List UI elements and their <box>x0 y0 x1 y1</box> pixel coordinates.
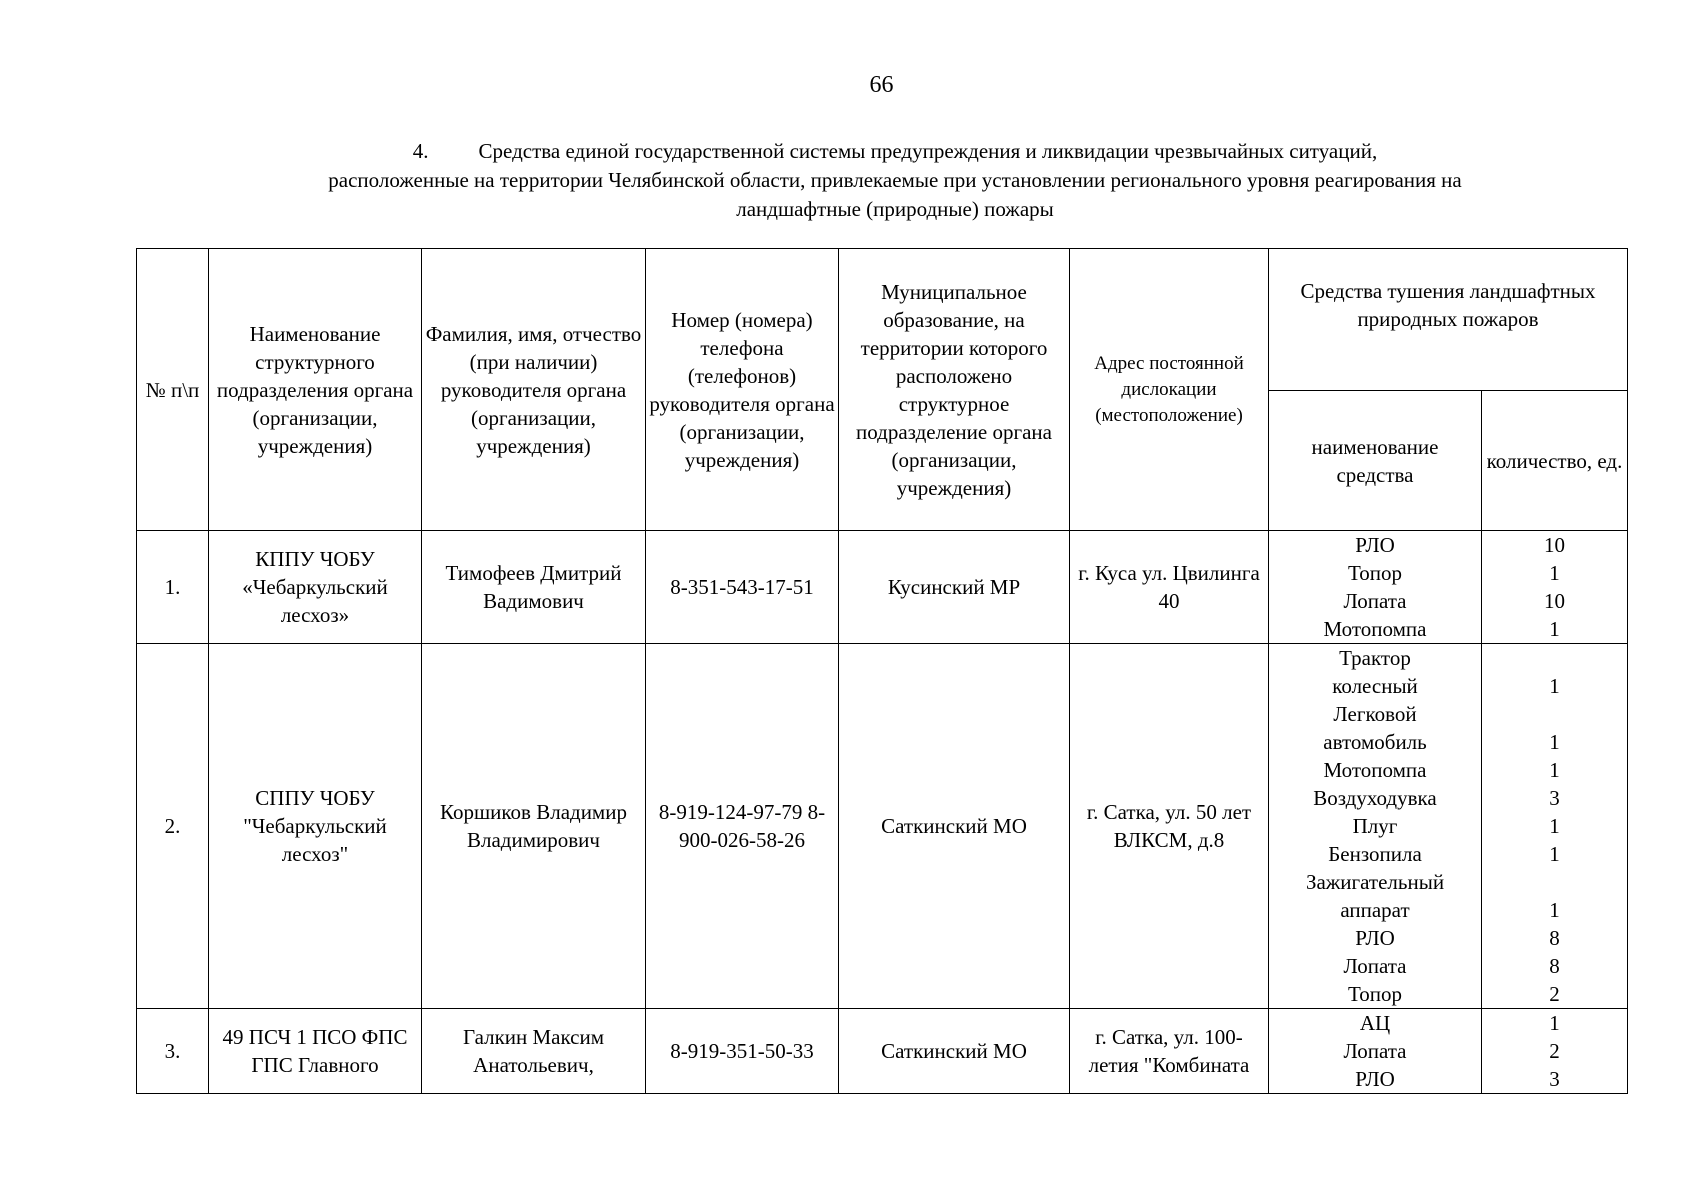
means-name: Трактор <box>1339 646 1411 670</box>
header-municipality: Муниципальное образование, на территории которого расположено структурное подразделение органа (организации, учреждения) <box>839 249 1070 531</box>
row-address: г. Сатка, ул. 100-летия "Комбината <box>1070 1009 1269 1094</box>
row-num: 1. <box>137 531 209 644</box>
table-row <box>137 1009 1628 1094</box>
row-phone: 8-351-543-17-51 <box>646 531 839 644</box>
header-num: № п\п <box>137 249 209 531</box>
means-qty: 1 <box>1549 898 1560 922</box>
means-qty: 1 <box>1549 561 1560 585</box>
row-head: Коршиков Владимир Владимирович <box>422 644 646 1009</box>
header-means-name: наименование средства <box>1269 391 1482 531</box>
row-phone: 8-919-351-50-33 <box>646 1009 839 1094</box>
means-name: Воздуходувка <box>1313 786 1437 810</box>
means-qty: 1 <box>1549 674 1560 698</box>
means-name: Мотопомпа <box>1323 617 1427 641</box>
means-qty: 1 <box>1549 617 1560 641</box>
table-row <box>137 531 1628 644</box>
means-qty <box>1484 700 1625 728</box>
means-qty: 10 <box>1544 533 1565 557</box>
row-means-names <box>1269 644 1482 1009</box>
row-unit: КППУ ЧОБУ «Чебаркульский лесхоз» <box>209 531 422 644</box>
header-address: Адрес постоянной дислокации (местоположение) <box>1070 249 1269 531</box>
section-title <box>230 137 1560 224</box>
means-qty: 2 <box>1549 1039 1560 1063</box>
row-address: г. Куса ул. Цвилинга 40 <box>1070 531 1269 644</box>
means-name: АЦ <box>1359 1011 1391 1035</box>
means-qty: 2 <box>1549 982 1560 1006</box>
means-name: Лопата <box>1343 954 1407 978</box>
means-name: Бензопила <box>1328 842 1422 866</box>
means-name: Легковой <box>1333 702 1417 726</box>
header-head: Фамилия, имя, отчество (при наличии) руководителя органа (организации, учреждения) <box>422 249 646 531</box>
row-unit: СППУ ЧОБУ "Чебаркульский лесхоз" <box>209 644 422 1009</box>
row-municipality: Саткинский МО <box>839 1009 1070 1094</box>
row-head: Тимофеев Дмитрий Вадимович <box>422 531 646 644</box>
page-number: 66 <box>869 72 894 98</box>
means-name: Плуг <box>1352 814 1398 838</box>
row-phone: 8-919-124-97-79 8-900-026-58-26 <box>646 644 839 1009</box>
means-qty: 3 <box>1549 1067 1560 1091</box>
row-means-names <box>1269 531 1482 644</box>
row-num: 3. <box>137 1009 209 1094</box>
means-qty <box>1484 644 1625 672</box>
means-name: Лопата <box>1343 589 1407 613</box>
means-name: Мотопомпа <box>1323 758 1427 782</box>
row-municipality: Саткинский МО <box>839 644 1070 1009</box>
means-name: аппарат <box>1340 898 1410 922</box>
means-name: Зажигательный <box>1305 870 1445 894</box>
means-name: Лопата <box>1343 1039 1407 1063</box>
means-name: автомобиль <box>1323 730 1427 754</box>
means-name: РЛО <box>1355 926 1395 950</box>
means-name: Топор <box>1348 982 1402 1006</box>
title-line-3: ландшафтные (природные) пожары <box>736 197 1054 221</box>
means-qty: 3 <box>1549 786 1560 810</box>
header-means: Средства тушения ландшафтных природных пожаров <box>1269 249 1628 391</box>
header-phone: Номер (номера) телефона (телефонов) руководителя органа (организации, учреждения) <box>646 249 839 531</box>
section-number: 4. <box>412 139 429 163</box>
means-name: Топор <box>1348 561 1402 585</box>
means-qty: 8 <box>1549 954 1560 978</box>
row-means-qtys <box>1482 1009 1628 1094</box>
means-name: колесный <box>1332 674 1418 698</box>
means-qty: 1 <box>1549 730 1560 754</box>
means-qty: 1 <box>1549 842 1560 866</box>
means-name: РЛО <box>1355 533 1395 557</box>
row-means-names <box>1269 1009 1482 1094</box>
means-qty <box>1484 868 1625 896</box>
row-head: Галкин Максим Анатольевич, <box>422 1009 646 1094</box>
title-line-1: Средства единой государственной системы предупреждения и ликвидации чрезвычайных ситуаций, <box>478 139 1378 163</box>
row-means-qtys <box>1482 531 1628 644</box>
header-means-qty: количество, ед. <box>1482 391 1628 531</box>
resources-table <box>136 248 1628 1094</box>
means-name: РЛО <box>1355 1067 1395 1091</box>
header-unit: Наименование структурного подразделения органа (организации, учреждения) <box>209 249 422 531</box>
title-line-2: расположенные на территории Челябинской области, привлекаемые при установлении регионального уровня реагирования на <box>328 168 1462 192</box>
row-num: 2. <box>137 644 209 1009</box>
means-qty: 1 <box>1549 1011 1560 1035</box>
row-municipality: Кусинский МР <box>839 531 1070 644</box>
table-row <box>137 644 1628 1009</box>
row-address: г. Сатка, ул. 50 лет ВЛКСМ, д.8 <box>1070 644 1269 1009</box>
row-unit: 49 ПСЧ 1 ПСО ФПС ГПС Главного <box>209 1009 422 1094</box>
means-qty: 8 <box>1549 926 1560 950</box>
means-qty: 1 <box>1549 814 1560 838</box>
means-qty: 1 <box>1549 758 1560 782</box>
row-means-qtys <box>1482 644 1628 1009</box>
means-qty: 10 <box>1544 589 1565 613</box>
